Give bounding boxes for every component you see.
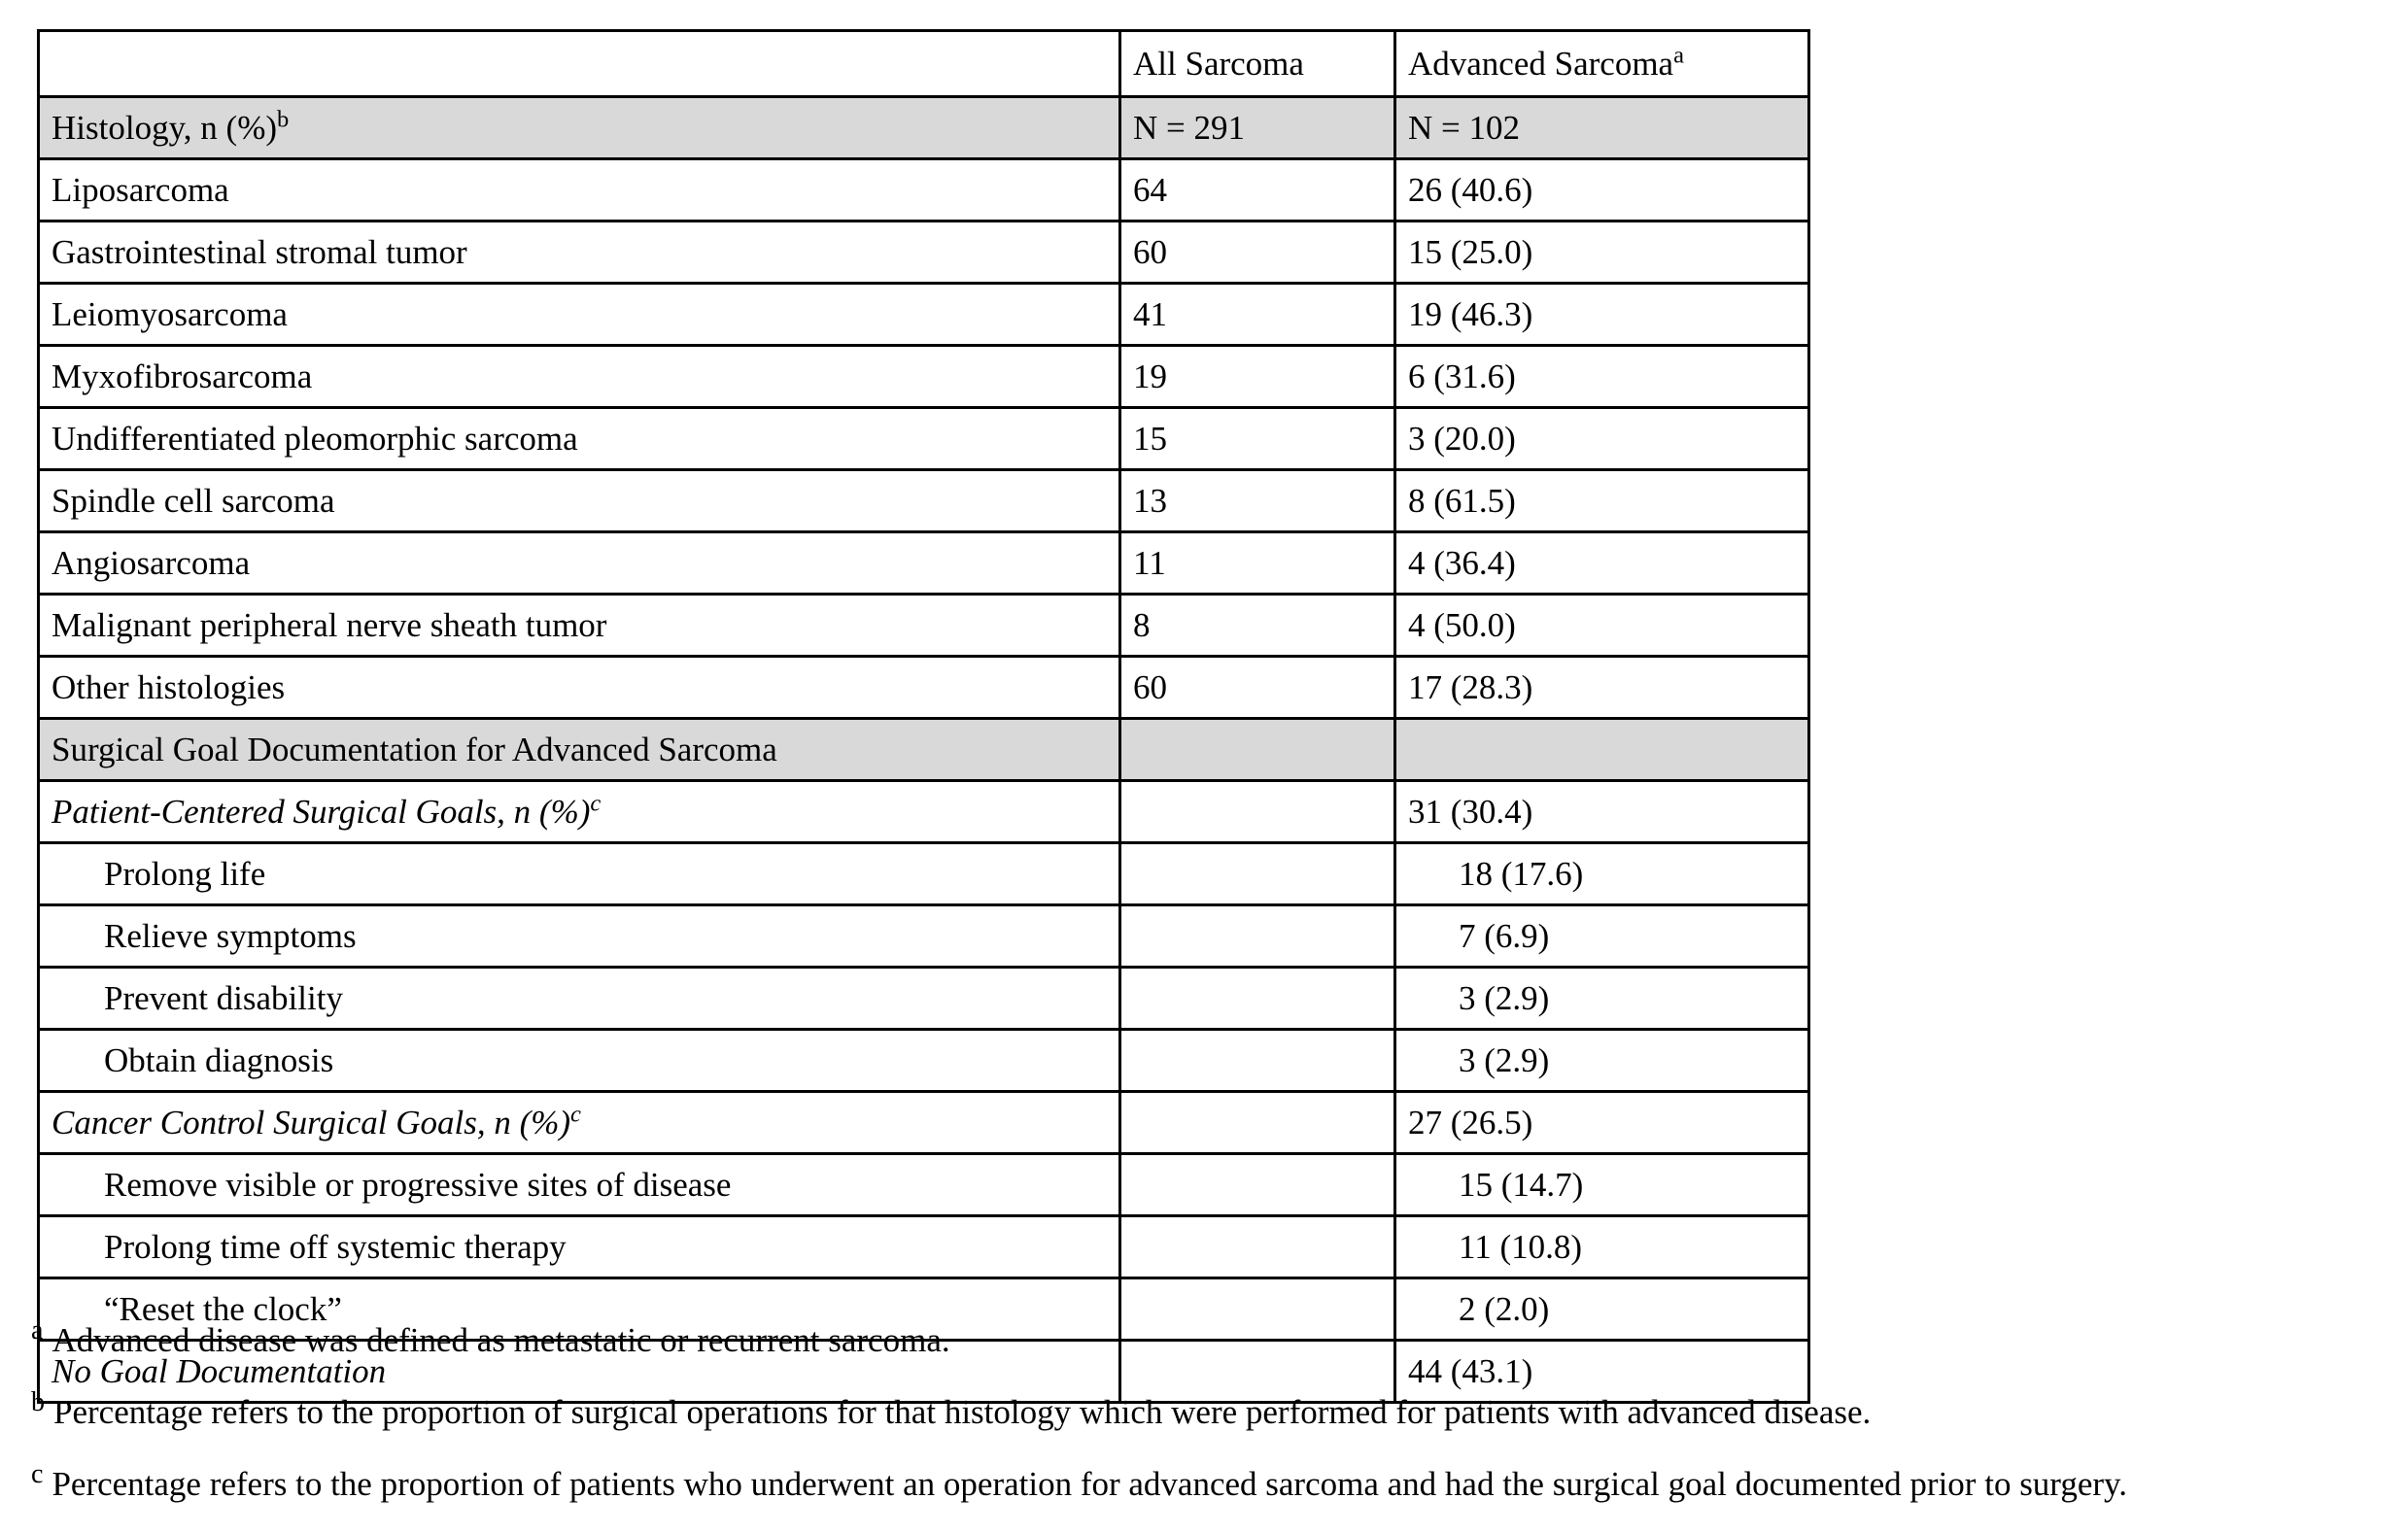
cell-value: 19 — [1133, 357, 1167, 395]
row-label-cell — [39, 1030, 1120, 1092]
advanced-sarcoma-cell — [1395, 346, 1809, 408]
footnote-b-marker: b — [31, 1387, 45, 1418]
footnote-c-text: Percentage refers to the proportion of patients who underwent an operation for advanced sarcoma and had the surgical goal documented prior to surgery. — [52, 1465, 2128, 1503]
row-label-cell — [39, 221, 1120, 284]
all-sarcoma-cell — [1120, 97, 1395, 159]
advanced-sarcoma-cell — [1395, 532, 1809, 595]
table-row — [39, 284, 1809, 346]
superscript-c-marker: c — [590, 789, 602, 816]
row-label: Remove visible or progressive sites of disease — [104, 1165, 732, 1204]
row-label: Spindle cell sarcoma — [52, 481, 335, 520]
footnote-c — [31, 1461, 2127, 1507]
row-label-cell — [39, 595, 1120, 657]
table-row — [39, 159, 1809, 221]
cell-value: 44 (43.1) — [1408, 1351, 1533, 1390]
table-row — [39, 1030, 1809, 1092]
table-row — [39, 346, 1809, 408]
row-label: “Reset the clock” — [104, 1289, 342, 1328]
header-empty-cell — [39, 31, 1120, 97]
table-section-row-surgical-goals — [39, 719, 1809, 781]
row-label: Prevent disability — [104, 978, 343, 1017]
footnote-b — [31, 1389, 2127, 1435]
results-table — [37, 29, 1810, 1404]
cell-value: 60 — [1133, 232, 1167, 271]
section-label: Surgical Goal Documentation for Advanced Sarcoma — [52, 730, 777, 768]
table-row-patient-centered-goals — [39, 781, 1809, 843]
row-label: Prolong life — [104, 854, 266, 893]
footnote-c-marker: c — [31, 1459, 44, 1490]
advanced-sarcoma-cell — [1395, 97, 1809, 159]
cell-value: 8 (61.5) — [1408, 481, 1516, 520]
row-label: Undifferentiated pleomorphic sarcoma — [52, 419, 578, 458]
cell-value: 13 — [1133, 481, 1167, 520]
cell-value: 6 (31.6) — [1408, 357, 1516, 395]
cell-value: 8 — [1133, 605, 1151, 644]
row-label-cell — [39, 346, 1120, 408]
footnote-b-text: Percentage refers to the proportion of surgical operations for that histology which were performed for patients with advanced disease. — [53, 1393, 1872, 1431]
cell-value: 15 (14.7) — [1459, 1165, 1584, 1204]
advanced-sarcoma-cell — [1395, 1092, 1809, 1154]
row-label: Relieve symptoms — [104, 916, 357, 955]
cell-value: 15 — [1133, 419, 1167, 458]
row-label: Myxofibrosarcoma — [52, 357, 313, 395]
all-sarcoma-cell — [1120, 905, 1395, 968]
all-sarcoma-cell — [1120, 1154, 1395, 1216]
row-label: Angiosarcoma — [52, 543, 251, 582]
cell-value: 15 (25.0) — [1408, 232, 1533, 271]
section-label-cell — [39, 719, 1120, 781]
advanced-sarcoma-cell — [1395, 595, 1809, 657]
cell-value: 2 (2.0) — [1459, 1289, 1550, 1328]
row-label: No Goal Documentation — [52, 1351, 387, 1390]
all-sarcoma-cell — [1120, 968, 1395, 1030]
table-header-row — [39, 31, 1809, 97]
row-label: Other histologies — [52, 667, 286, 706]
table-row — [39, 595, 1809, 657]
cell-value: 4 (50.0) — [1408, 605, 1516, 644]
row-label-cell — [39, 1092, 1120, 1154]
row-label-cell — [39, 1154, 1120, 1216]
cell-value: 3 (20.0) — [1408, 419, 1516, 458]
row-label-cell — [39, 532, 1120, 595]
row-label: Malignant peripheral nerve sheath tumor — [52, 605, 607, 644]
advanced-sarcoma-cell — [1395, 657, 1809, 719]
row-label-cell — [39, 905, 1120, 968]
row-label: Prolong time off systemic therapy — [104, 1227, 567, 1266]
table-row — [39, 905, 1809, 968]
footnote-a-marker: a — [31, 1315, 44, 1346]
row-label-cell — [39, 657, 1120, 719]
cell-value: 26 (40.6) — [1408, 170, 1533, 209]
row-label: Leiomyosarcoma — [52, 294, 288, 333]
superscript-b-marker: b — [277, 105, 290, 132]
cell-value: 27 (26.5) — [1408, 1103, 1533, 1141]
all-sarcoma-cell — [1120, 719, 1395, 781]
advanced-sarcoma-cell — [1395, 284, 1809, 346]
table-row — [39, 1154, 1809, 1216]
advanced-sarcoma-cell — [1395, 968, 1809, 1030]
cell-value: 18 (17.6) — [1459, 854, 1584, 893]
column-header-advanced-sarcoma — [1395, 31, 1809, 97]
row-label: Liposarcoma — [52, 170, 229, 209]
all-sarcoma-cell — [1120, 346, 1395, 408]
cell-value: 19 (46.3) — [1408, 294, 1533, 333]
all-sarcoma-cell — [1120, 657, 1395, 719]
superscript-a-marker: a — [1673, 41, 1684, 68]
footnotes — [31, 1317, 2127, 1533]
cell-value: 64 — [1133, 170, 1167, 209]
advanced-sarcoma-cell — [1395, 221, 1809, 284]
all-sarcoma-cell — [1120, 408, 1395, 470]
table-row — [39, 968, 1809, 1030]
advanced-sarcoma-cell — [1395, 159, 1809, 221]
all-sarcoma-cell — [1120, 470, 1395, 532]
table-row — [39, 1216, 1809, 1278]
row-label: Gastrointestinal stromal tumor — [52, 232, 467, 271]
cell-value: 11 (10.8) — [1459, 1227, 1583, 1266]
column-header-label: All Sarcoma — [1133, 44, 1304, 83]
advanced-sarcoma-cell — [1395, 719, 1809, 781]
advanced-sarcoma-cell — [1395, 843, 1809, 905]
footnote-a — [31, 1317, 2127, 1363]
cell-value: 41 — [1133, 294, 1167, 333]
column-header-all-sarcoma — [1120, 31, 1395, 97]
advanced-sarcoma-cell — [1395, 905, 1809, 968]
table-row — [39, 532, 1809, 595]
row-label-cell — [39, 1216, 1120, 1278]
table-row-histology-header — [39, 97, 1809, 159]
row-label-cell — [39, 968, 1120, 1030]
table-row — [39, 470, 1809, 532]
table-row — [39, 221, 1809, 284]
all-sarcoma-cell — [1120, 843, 1395, 905]
advanced-sarcoma-cell — [1395, 470, 1809, 532]
advanced-sarcoma-cell — [1395, 1030, 1809, 1092]
all-sarcoma-cell — [1120, 532, 1395, 595]
row-label: Cancer Control Surgical Goals, n (%) — [52, 1103, 571, 1141]
all-sarcoma-cell — [1120, 1216, 1395, 1278]
row-label-cell — [39, 843, 1120, 905]
cell-value: 4 (36.4) — [1408, 543, 1516, 582]
superscript-c-marker: c — [570, 1100, 581, 1127]
cell-value: 31 (30.4) — [1408, 792, 1533, 831]
row-label-cell — [39, 408, 1120, 470]
cell-value: 11 — [1133, 543, 1166, 582]
row-label-cell — [39, 97, 1120, 159]
all-sarcoma-cell — [1120, 284, 1395, 346]
all-sarcoma-cell — [1120, 595, 1395, 657]
row-label-cell — [39, 159, 1120, 221]
advanced-sarcoma-cell — [1395, 408, 1809, 470]
row-label-cell — [39, 284, 1120, 346]
all-sarcoma-cell — [1120, 1092, 1395, 1154]
cell-value: N = 102 — [1408, 108, 1521, 147]
all-sarcoma-cell — [1120, 221, 1395, 284]
footnote-a-text: Advanced disease was defined as metastatic or recurrent sarcoma. — [52, 1321, 950, 1359]
advanced-sarcoma-cell — [1395, 1154, 1809, 1216]
advanced-sarcoma-cell — [1395, 1216, 1809, 1278]
table-row — [39, 408, 1809, 470]
row-label: Histology, n (%) — [52, 108, 278, 147]
row-label-cell — [39, 781, 1120, 843]
cell-value: 60 — [1133, 667, 1167, 706]
table-row — [39, 843, 1809, 905]
table-row — [39, 657, 1809, 719]
all-sarcoma-cell — [1120, 781, 1395, 843]
cell-value: N = 291 — [1133, 108, 1246, 147]
results-table-container — [37, 29, 1810, 1404]
cell-value: 7 (6.9) — [1459, 916, 1550, 955]
row-label-cell — [39, 470, 1120, 532]
row-label: Patient-Centered Surgical Goals, n (%) — [52, 792, 591, 831]
advanced-sarcoma-cell — [1395, 781, 1809, 843]
all-sarcoma-cell — [1120, 159, 1395, 221]
cell-value: 17 (28.3) — [1408, 667, 1533, 706]
table-row-cancer-control-goals — [39, 1092, 1809, 1154]
column-header-label: Advanced Sarcoma — [1408, 44, 1674, 83]
cell-value: 3 (2.9) — [1459, 1040, 1550, 1079]
cell-value: 3 (2.9) — [1459, 978, 1550, 1017]
all-sarcoma-cell — [1120, 1030, 1395, 1092]
row-label: Obtain diagnosis — [104, 1040, 334, 1079]
